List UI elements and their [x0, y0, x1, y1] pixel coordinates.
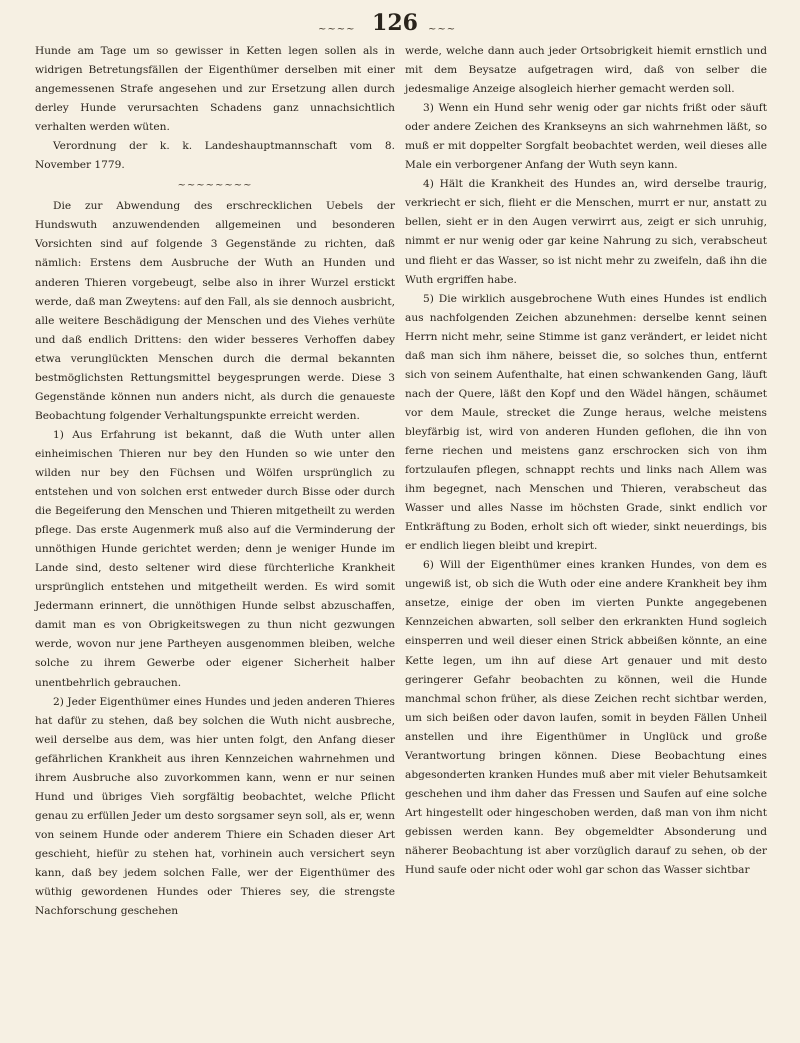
left-column — [35, 42, 395, 921]
paragraph: 5) Die wirklich ausgebrochene Wuth eines Hundes ist endlich aus nachfolgenden Zeichen abzunehmen: derselbe kennt seinen Herrn nicht mehr, seine Stimme ist ganz verändert, er leidet nicht daß man sich ihm nähere, beisset die, so solches thun, entfernt sich von seinem Aufenthalte, hat einen schwankenden Gang, läuft nach der Quere, läßt den Kopf und den Wädel hängen, schäumet vor dem Maule, strecket die Zunge heraus, welche meistens bleyfärbig ist, wird von anderen Hunden geflohen, die ihn von ferne riechen und meistens ganz erschrocken sich von ihm fortzulaufen pflegen, schnappt rechts und links nach Allem was ihm begegnet, nach Menschen und Thieren, verabscheut das Wasser und alles Nasse im höchsten Grade, sinkt endlich vor Entkräftung zu Boden, erholt sich oft wieder, sinkt neuerdings, bis er endlich liegen bleibt und krepirt. — [405, 292, 767, 553]
header-ornament-right: ~~~ — [428, 24, 457, 35]
paragraph: Hunde am Tage um so gewisser in Ketten legen sollen als in widrigen Betretungsfällen der Eigenthümer derselben mit einer angemessenen Strafe angesehen und zur Ersetzung allen durch derley Hunde verursachten Schadens ganz unnachsichtlich verhalten werden wüten. — [35, 45, 395, 134]
page-header — [0, 6, 800, 40]
paragraph: 3) Wenn ein Hund sehr wenig oder gar nichts frißt oder säuft oder andere Zeichen des Krankseyns an sich wahrnehmen läßt, so muß er mit doppelter Sorgfalt beobachtet werden, weil dieses alle Male ein verborgener Anfang der Wuth seyn kann. — [405, 102, 767, 172]
page-number: 126 — [372, 10, 418, 36]
decree-line: Verordnung der k. k. Landeshauptmannschaft vom 8. November 1779. — [35, 140, 395, 172]
paragraph: 2) Jeder Eigenthümer eines Hundes und jeden anderen Thieres hat dafür zu stehen, daß bey solchen die Wuth nicht ausbreche, weil derselbe aus dem, was hier unten folgt, den Anfang dieser gefährlichen Krankheit aus ihren Kennzeichen wahrnehmen und ihrem Ausbruche also zuvorkommen kann, wenn er nur seinen Hund und übriges Vieh sorgfältig beobachtet, welche Pflicht genau zu erfüllen Jeder um desto sorgsamer seyn soll, als er, wenn von seinem Hunde oder anderem Thiere ein Schaden dieser Art geschieht, hiefür zu stehen hat, vorhinein auch versichert seyn kann, daß bey jedem solchen Falle, wer der Eigenthümer des wüthig gewordenen Hundes oder Thieres sey, die strengste Nachforschung geschehen — [35, 695, 395, 918]
section-separator: ~~~~~~~~ — [177, 180, 253, 192]
paragraph: 1) Aus Erfahrung ist bekannt, daß die Wuth unter allen einheimischen Thieren nur bey den Hunden so wie unter den wilden nur bey den Füchsen und Wölfen ursprünglich zu entstehen und von solchen erst entweder durch Bisse oder durch die Begeiferung den Menschen und Thieren mitgetheilt zu werden pflege. Das erste Augenmerk muß also auf die Verminderung der unnöthigen Hunde gerichtet werden; denn je weniger Hunde im Lande sind, desto seltener wird diese fürchterliche Krankheit ursprünglich entstehen und mitgetheilt werden. Es wird somit Jedermann erinnert, die unnöthigen Hunde selbst abzuschaffen, damit man es von Obrigkeitswegen zu thun nicht gezwungen werde, wovon nur jene Partheyen ausgenommen bleiben, welche solche zu ihrem Gewerbe oder eigener Sicherheit halber unentbehrlich gebrauchen. — [35, 428, 395, 689]
paragraph: 4) Hält die Krankheit des Hundes an, wird derselbe traurig, verkriecht er sich, flieht er die Menschen, murrt er nur, anstatt zu bellen, sieht er in den Augen verwirrt aus, zeigt er sich unruhig, nimmt er nur wenig oder gar keine Nahrung zu sich, verabscheut und flieht er das Wasser, so ist nicht mehr zu zweifeln, daß ihn die Wuth ergriffen habe. — [405, 178, 767, 286]
paragraph: Die zur Abwendung des erschrecklichen Uebels der Hundswuth anzuwendenden allgemeinen und besonderen Vorsichten sind auf folgende 3 Gegenstände zu richten, daß nämlich: Erstens dem Ausbruche der Wuth an Hunden und anderen Thieren vorgebeugt, selbe also in ihrer Wurzel erstickt werde, daß man Zweytens: auf den Fall, als sie dennoch ausbricht, alle weitere Beschädigung der Menschen und des Viehes verhüte und daß endlich Drittens: den wider besseres Verhoffen dabey etwa verunglückten Menschen durch die dermal bekannten bestmöglichsten Rettungsmittel beygesprungen werde. Diese 3 Gegenstände können nun anders nicht, als durch die genaueste Beobachtung folgender Verhaltungspunkte erreicht werden. — [35, 200, 395, 422]
paragraph: 6) Will der Eigenthümer eines kranken Hundes, von dem es ungewiß ist, ob sich die Wuth oder eine andere Krankheit bey ihm ansetze, einige der oben im vierten Punkte angegebenen Kennzeichen abwarten, soll selber den erkrankten Hund sogleich einsperren und weil dieser einen Strick abbeißen könnte, an eine Kette legen, um ihn auf diese Art genauer und mit desto geringerer Gefahr beobachten zu können, weil die Hunde manchmal schon früher, als diese Zeichen recht sichtbar werden, um sich beißen oder davon laufen, somit in beyden Fällen Unheil anstellen und ihre Eigenthümer in Unglück und große Verantwortung bringen können. Diese Beobachtung eines abgesonderten kranken Hundes muß aber mit vieler Behutsamkeit geschehen und ihm daher das Fressen und Saufen auf eine solche Art hingestellt oder hingeschoben werden, daß man von ihm nicht gebissen werden kann. Bey obgemeldter Absonderung und näherer Beobachtung ist aber vorzüglich darauf zu sehen, ob der Hund saufe oder nicht oder wohl gar schon das Wasser sichtbar — [405, 559, 767, 877]
paragraph: werde, welche dann auch jeder Ortsobrigkeit hiemit ernstlich und mit dem Beysatze aufgetragen wird, daß von selber die jedesmalige Anzeige alsogleich hierher gemacht werden soll. — [405, 45, 767, 96]
header-ornament-left: ~~~~ — [318, 24, 356, 35]
right-column — [405, 42, 767, 880]
